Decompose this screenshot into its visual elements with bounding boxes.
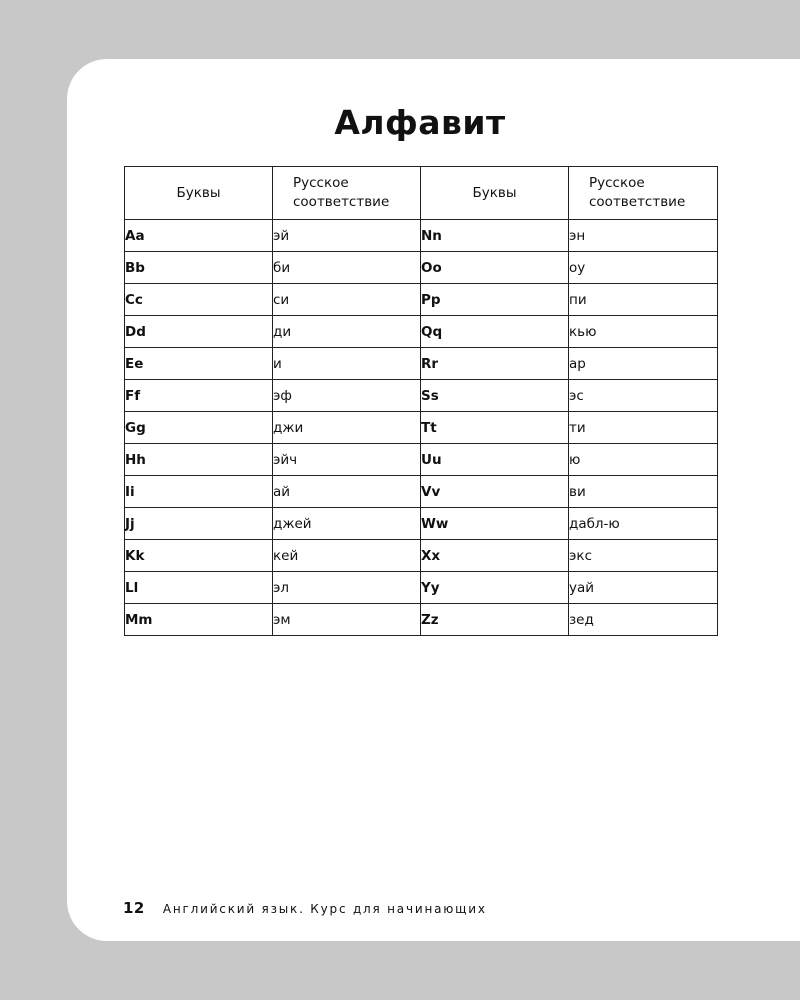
russian-cell: ар bbox=[569, 348, 718, 380]
letter-cell: Qq bbox=[421, 316, 569, 348]
alphabet-table bbox=[124, 166, 718, 636]
letter-cell: Yy bbox=[421, 572, 569, 604]
letter-cell: Bb bbox=[125, 252, 273, 284]
letter-cell: Tt bbox=[421, 412, 569, 444]
header-russian: Русское соответствие bbox=[569, 167, 718, 220]
letter-cell: Jj bbox=[125, 508, 273, 540]
table-row bbox=[125, 348, 718, 380]
russian-cell: ди bbox=[273, 316, 421, 348]
russian-cell: эй bbox=[273, 220, 421, 252]
russian-cell: ви bbox=[569, 476, 718, 508]
russian-cell: кью bbox=[569, 316, 718, 348]
russian-cell: джи bbox=[273, 412, 421, 444]
letter-cell: Ww bbox=[421, 508, 569, 540]
table-header-row bbox=[125, 167, 718, 220]
letter-cell: Pp bbox=[421, 284, 569, 316]
letter-cell: Oo bbox=[421, 252, 569, 284]
table-row bbox=[125, 380, 718, 412]
letter-cell: Rr bbox=[421, 348, 569, 380]
table-row bbox=[125, 444, 718, 476]
russian-cell: кей bbox=[273, 540, 421, 572]
letter-cell: Dd bbox=[125, 316, 273, 348]
letter-cell: Uu bbox=[421, 444, 569, 476]
letter-cell: Vv bbox=[421, 476, 569, 508]
table-row bbox=[125, 604, 718, 636]
russian-cell: и bbox=[273, 348, 421, 380]
russian-cell: оу bbox=[569, 252, 718, 284]
russian-cell: пи bbox=[569, 284, 718, 316]
russian-cell: эл bbox=[273, 572, 421, 604]
russian-cell: экс bbox=[569, 540, 718, 572]
header-russian: Русское соответствие bbox=[273, 167, 421, 220]
russian-cell: эм bbox=[273, 604, 421, 636]
letter-cell: Ff bbox=[125, 380, 273, 412]
letter-cell: Ii bbox=[125, 476, 273, 508]
russian-cell: ю bbox=[569, 444, 718, 476]
book-page bbox=[67, 59, 800, 941]
russian-cell: эн bbox=[569, 220, 718, 252]
russian-cell: би bbox=[273, 252, 421, 284]
header-letters: Буквы bbox=[421, 167, 569, 220]
letter-cell: Hh bbox=[125, 444, 273, 476]
page-footer bbox=[123, 899, 487, 917]
table-row bbox=[125, 316, 718, 348]
russian-cell: ти bbox=[569, 412, 718, 444]
table-row bbox=[125, 412, 718, 444]
letter-cell: Ss bbox=[421, 380, 569, 412]
letter-cell: Ee bbox=[125, 348, 273, 380]
table-row bbox=[125, 476, 718, 508]
russian-cell: ай bbox=[273, 476, 421, 508]
header-letters: Буквы bbox=[125, 167, 273, 220]
page-number: 12 bbox=[123, 899, 145, 917]
russian-cell: уай bbox=[569, 572, 718, 604]
table-row bbox=[125, 572, 718, 604]
table-row bbox=[125, 220, 718, 252]
russian-cell: си bbox=[273, 284, 421, 316]
page-title: Алфавит bbox=[334, 103, 506, 142]
table-row bbox=[125, 252, 718, 284]
russian-cell: дабл-ю bbox=[569, 508, 718, 540]
russian-cell: зед bbox=[569, 604, 718, 636]
letter-cell: Kk bbox=[125, 540, 273, 572]
table-row bbox=[125, 508, 718, 540]
letter-cell: Mm bbox=[125, 604, 273, 636]
letter-cell: Zz bbox=[421, 604, 569, 636]
table-row bbox=[125, 284, 718, 316]
letter-cell: Gg bbox=[125, 412, 273, 444]
russian-cell: эс bbox=[569, 380, 718, 412]
russian-cell: эйч bbox=[273, 444, 421, 476]
table-row bbox=[125, 540, 718, 572]
letter-cell: Xx bbox=[421, 540, 569, 572]
letter-cell: Ll bbox=[125, 572, 273, 604]
letter-cell: Nn bbox=[421, 220, 569, 252]
russian-cell: эф bbox=[273, 380, 421, 412]
letter-cell: Aa bbox=[125, 220, 273, 252]
book-title: Английский язык. Курс для начинающих bbox=[162, 902, 487, 916]
letter-cell: Cc bbox=[125, 284, 273, 316]
russian-cell: джей bbox=[273, 508, 421, 540]
